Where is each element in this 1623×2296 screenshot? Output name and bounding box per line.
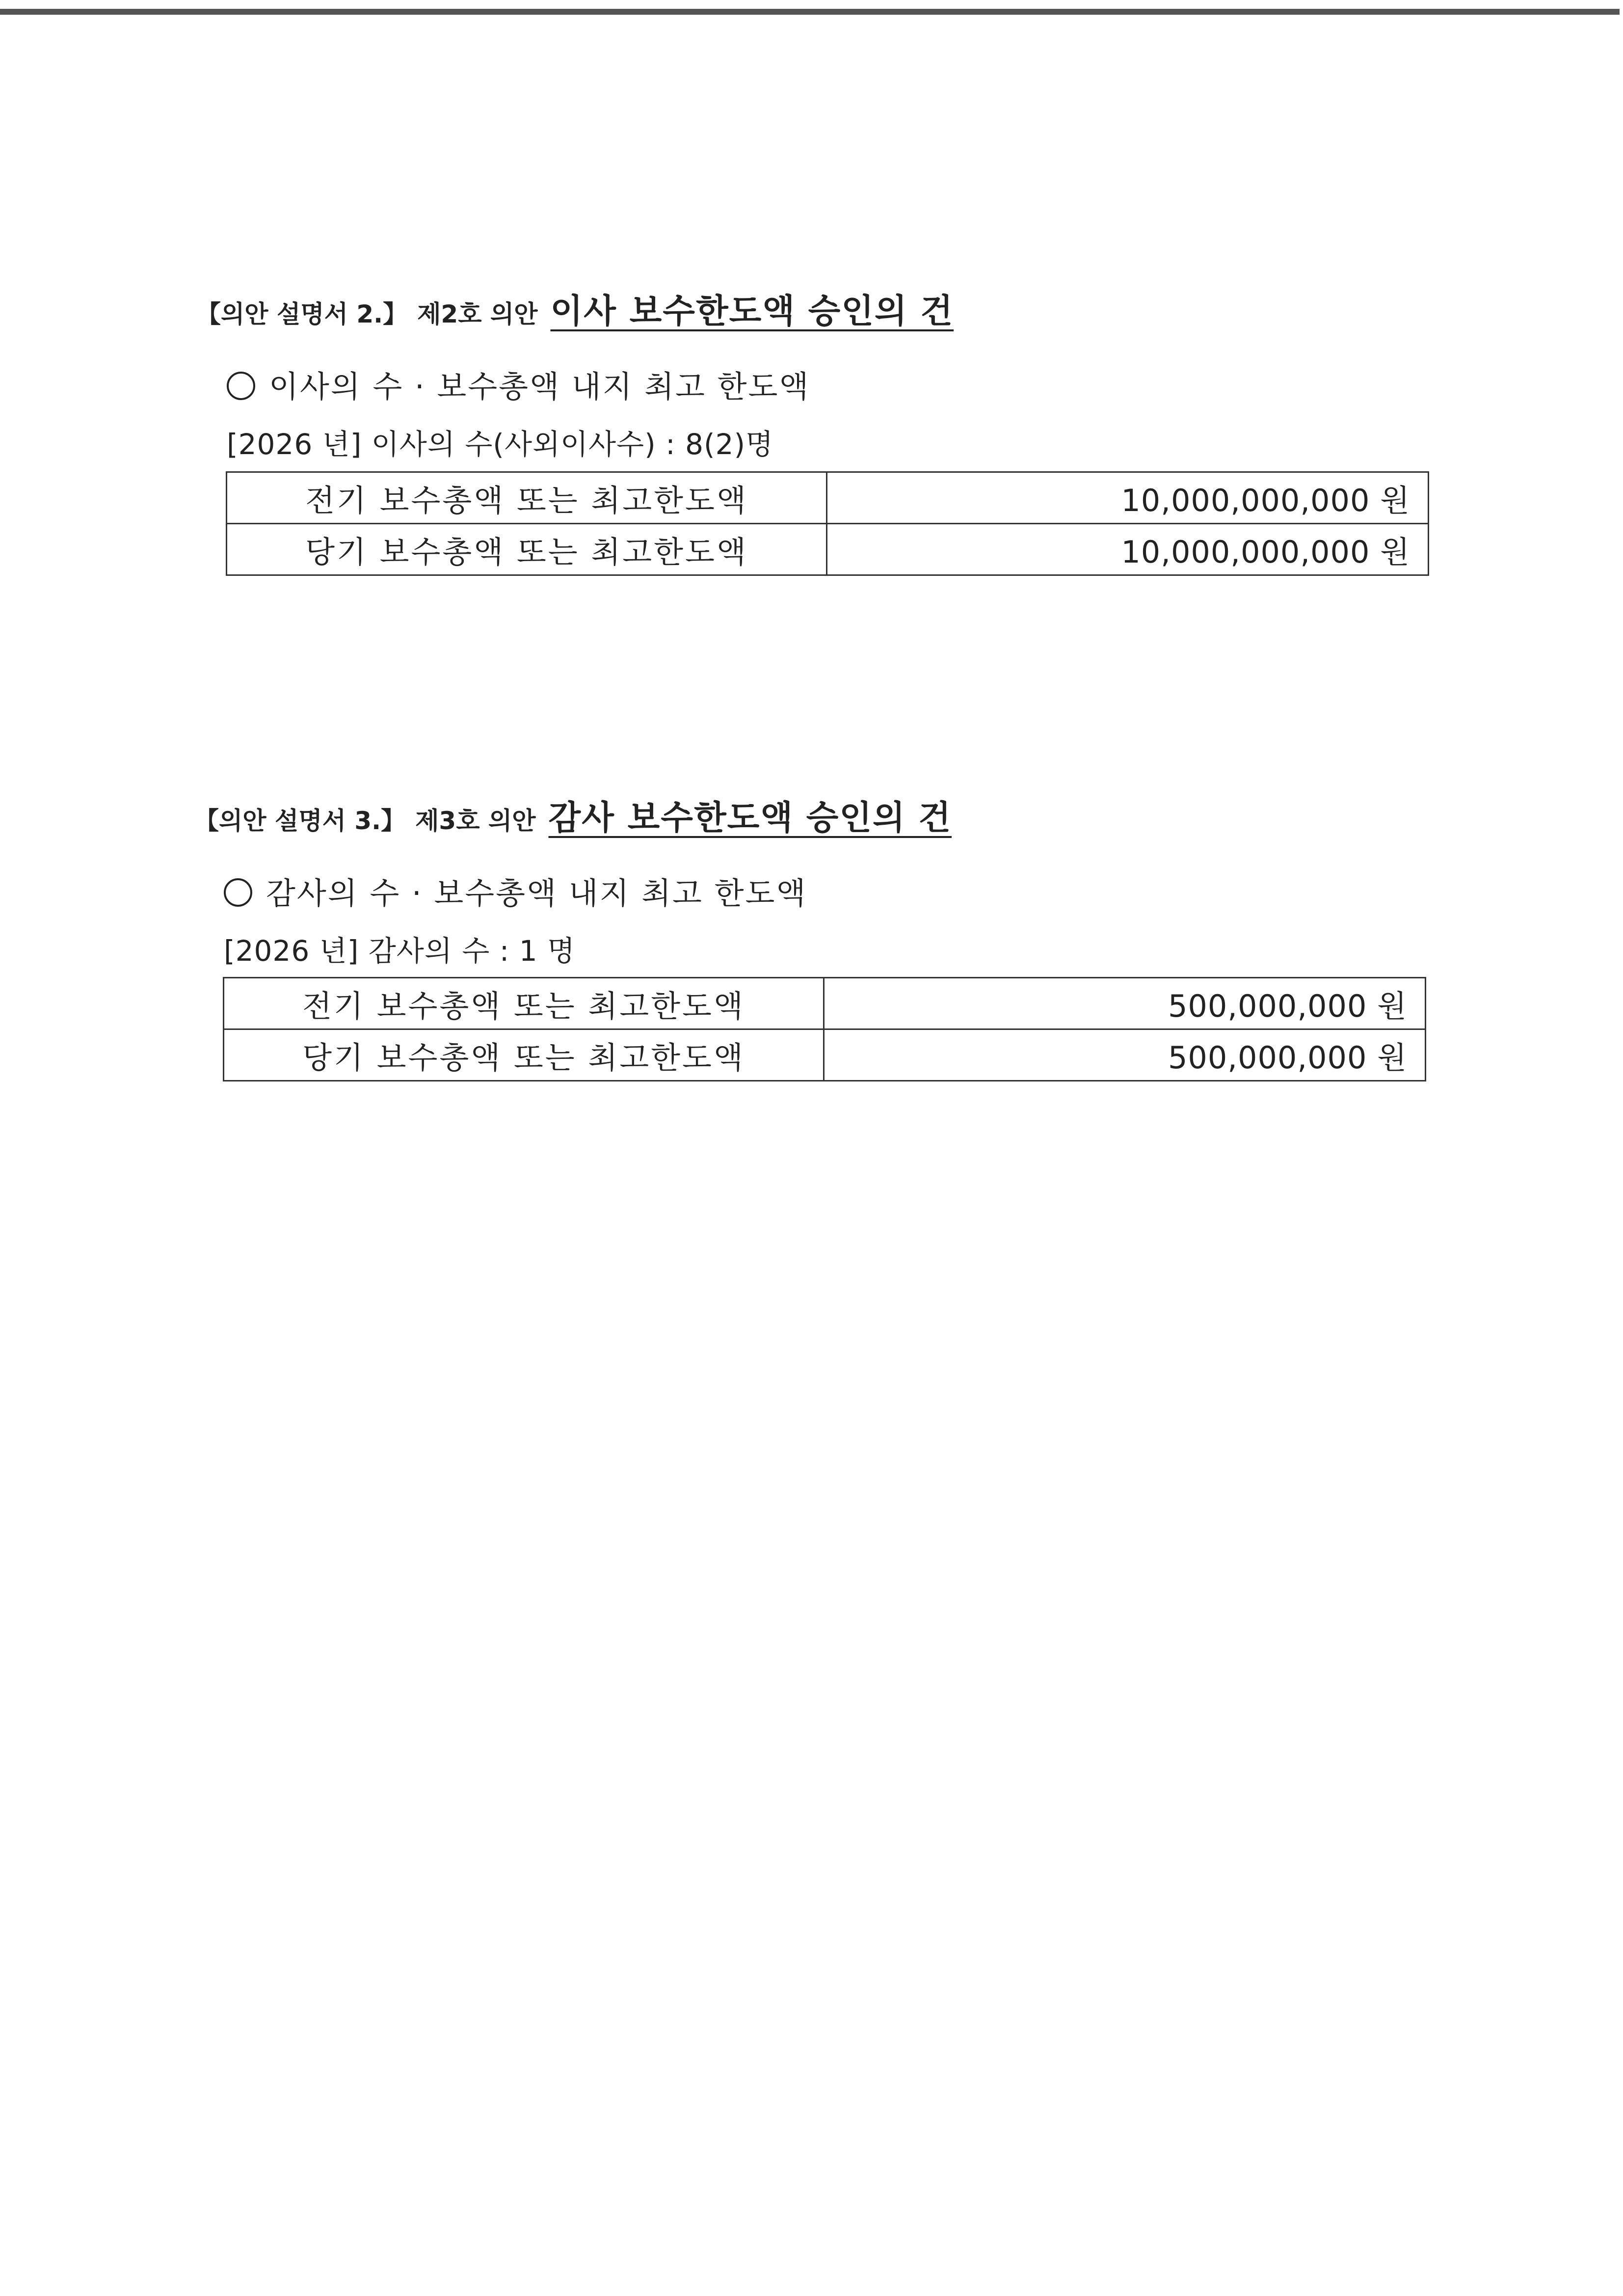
table-row (224, 1029, 1426, 1081)
agenda-number: 제3호 의안 (415, 807, 536, 835)
row-label: 전기 보수총액 또는 최고한도액 (227, 472, 827, 524)
auditor-count-line: [2026 년] 감사의 수 : 1 명 (224, 934, 576, 968)
top-border-rule (0, 9, 1620, 15)
compensation-table-agenda-2 (226, 471, 1429, 576)
table-row (227, 524, 1429, 575)
row-label: 당기 보수총액 또는 최고한도액 (224, 1029, 824, 1081)
agenda-title: 이사 보수한도액 승인의 건 (550, 292, 954, 331)
row-value: 10,000,000,000 원 (827, 472, 1429, 524)
row-label: 당기 보수총액 또는 최고한도액 (227, 524, 827, 575)
bullet-line-agenda-2 (227, 362, 810, 406)
row-label: 전기 보수총액 또는 최고한도액 (224, 978, 824, 1029)
compensation-table-agenda-3 (223, 977, 1426, 1081)
section-heading-agenda-2 (196, 285, 954, 332)
bullet-text: 감사의 수 · 보수총액 내지 최고 한도액 (266, 875, 807, 911)
section-tag: 【의안 설명서 3.】 (194, 807, 406, 835)
section-heading-agenda-3 (194, 791, 952, 839)
table-row (224, 978, 1426, 1029)
row-value: 10,000,000,000 원 (827, 524, 1429, 575)
bullet-line-agenda-3 (224, 869, 807, 913)
circle-bullet-icon (227, 372, 255, 400)
row-value: 500,000,000 원 (824, 1029, 1426, 1081)
table-row (227, 472, 1429, 524)
circle-bullet-icon (224, 878, 252, 907)
agenda-title: 감사 보수한도액 승인의 건 (548, 799, 952, 837)
row-value: 500,000,000 원 (824, 978, 1426, 1029)
agenda-number: 제2호 의안 (417, 300, 538, 328)
director-count-line: [2026 년] 이사의 수(사외이사수) : 8(2)명 (227, 428, 774, 461)
section-tag: 【의안 설명서 2.】 (196, 300, 408, 328)
bullet-text: 이사의 수 · 보수총액 내지 최고 한도액 (269, 369, 810, 405)
